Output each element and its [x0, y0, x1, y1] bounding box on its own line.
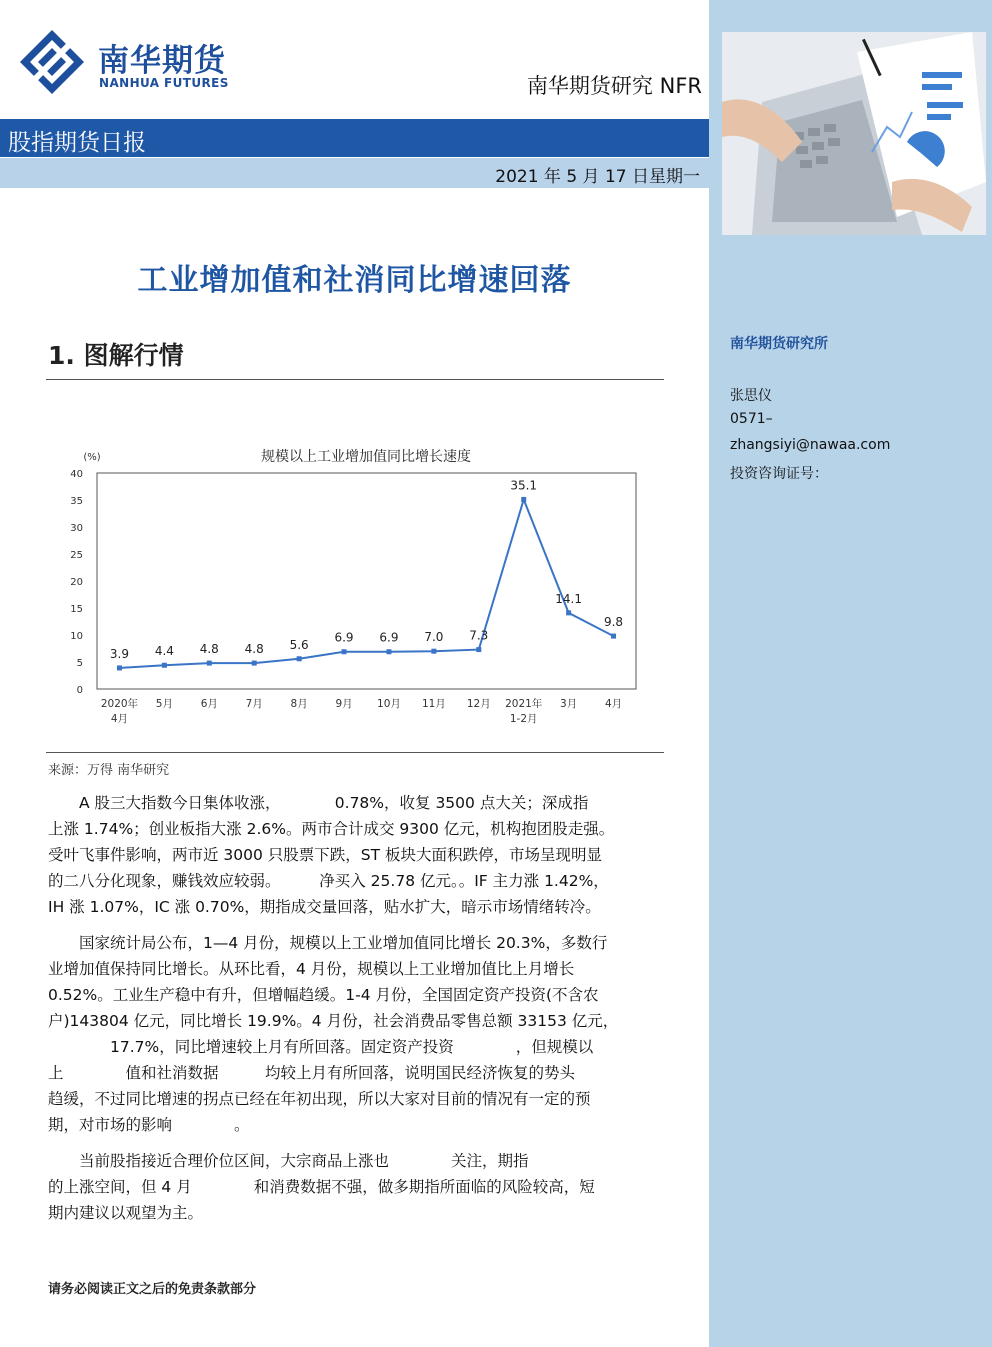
x-tick-label: 12月	[466, 698, 491, 710]
data-label: 4.8	[244, 642, 264, 657]
data-point	[386, 649, 391, 654]
sidebar-institute: 南华期货研究所	[730, 336, 828, 352]
paragraph-line: 国家统计局公布，1—4 月份，规模以上工业增加值同比增长 20.3%，多数行	[48, 934, 608, 952]
x-tick-label: 6月	[200, 698, 218, 710]
x-tick-label: 10月	[377, 698, 401, 710]
paragraph-line: 的上涨空间，但 4 月 和消费数据不强，做多期指所面临的风险较高，短	[48, 1178, 595, 1196]
data-point	[611, 634, 616, 639]
y-tick-label: 35	[70, 496, 83, 507]
paragraph-macro	[48, 930, 664, 1138]
x-tick-label: 2021年 1-2月	[505, 698, 543, 725]
paragraph-line: 17.7%，同比增速较上月有所回落。固定资产投资 ，但规模以	[48, 1038, 594, 1056]
disclaimer-note: 请务必阅读正文之后的免责条款部分	[48, 1282, 257, 1297]
series-line	[119, 499, 613, 667]
data-label: 9.8	[603, 615, 624, 630]
x-tick-label: 7月	[245, 698, 263, 710]
y-tick-label: 5	[76, 658, 83, 669]
data-point	[342, 649, 347, 654]
x-tick-label: 5月	[155, 698, 173, 710]
paragraph-market	[48, 790, 664, 920]
cover-photo	[722, 32, 986, 235]
y-tick-label: 25	[70, 550, 83, 561]
paragraph-line: A 股三大指数今日集体收涨， 0.78%，收复 3500 点大关；深成指	[48, 794, 589, 812]
analyst-name: 张思仪	[730, 388, 772, 404]
analyst-email: zhangsiyi@nawaa.com	[730, 437, 891, 453]
data-label: 5.6	[289, 637, 309, 652]
x-tick-label: 2020年 4月	[100, 698, 139, 725]
data-point	[521, 497, 526, 502]
data-point	[431, 649, 436, 654]
x-tick-label: 4月	[604, 698, 623, 710]
section-title: 1. 图解行情	[48, 341, 184, 370]
data-point	[162, 663, 167, 668]
data-label: 35.1	[510, 478, 538, 493]
y-tick-label: 20	[70, 577, 83, 588]
data-label: 4.8	[199, 642, 219, 657]
brand-name-cn: 南华期货	[98, 43, 226, 79]
chart-rule	[46, 752, 664, 753]
paragraph-line: 当前股指接近合理价位区间，大宗商品上涨也 关注，期指	[48, 1152, 529, 1170]
y-tick-label: 30	[70, 523, 83, 534]
data-label: 7.3	[469, 628, 489, 643]
paragraph-line: 期内建议以观望为主。	[48, 1204, 204, 1222]
paragraph-line: 趋缓，不过同比增速的拐点已经在年初出现，所以大家对目前的情况有一定的预	[48, 1090, 591, 1108]
data-label: 6.9	[334, 630, 354, 645]
section-rule	[46, 379, 664, 380]
data-label: 7.0	[424, 630, 444, 645]
data-label: 3.9	[109, 646, 130, 661]
chart-y-unit: (%)	[83, 452, 101, 463]
research-tag: 南华期货研究 NFR	[526, 74, 702, 98]
paragraph-line: 0.52%。工业生产稳中有升，但增幅趋缓。1-4 月份，全国固定资产投资(不含农	[48, 986, 599, 1004]
data-point	[117, 665, 122, 670]
y-tick-label: 15	[70, 604, 83, 615]
analyst-phone: 0571–	[730, 411, 773, 427]
y-tick-label: 40	[70, 469, 83, 480]
data-label: 6.9	[379, 630, 399, 645]
y-tick-label: 0	[76, 685, 83, 696]
paragraph-line: 期，对市场的影响 。	[48, 1116, 250, 1134]
x-tick-label: 8月	[290, 698, 308, 710]
data-point	[297, 656, 302, 661]
x-tick-label: 9月	[335, 698, 353, 710]
chart-source: 来源：万得 南华研究	[48, 763, 170, 778]
analyst-license: 投资咨询证号：	[730, 466, 828, 482]
data-point	[566, 610, 571, 615]
x-tick-label: 11月	[421, 698, 446, 710]
paragraph-strategy	[48, 1148, 664, 1226]
x-tick-label: 3月	[560, 698, 578, 710]
industrial-growth-chart	[48, 434, 648, 734]
paragraph-line: 上涨 1.74%；创业板指大涨 2.6%。两市合计成交 9300 亿元，机构抱团股走强。	[48, 820, 615, 838]
data-point	[252, 661, 257, 666]
paragraph-line: 上 值和社消数据 均较上月有所回落，说明国民经济恢复的势头	[48, 1064, 576, 1082]
paragraph-line: 业增加值保持同比增长。从环比看，4 月份，规模以上工业增加值比上月增长	[48, 960, 575, 978]
chart-title: 规模以上工业增加值同比增长速度	[261, 449, 471, 465]
report-type: 股指期货日报	[8, 130, 146, 156]
report-date: 2021 年 5 月 17 日星期一	[495, 167, 700, 187]
paragraph-line: IH 涨 1.07%，IC 涨 0.70%，期指成交量回落，贴水扩大，暗示市场情绪转冷。	[48, 898, 601, 916]
data-label: 4.4	[154, 644, 174, 659]
paragraph-line: 户)143804 亿元，同比增长 19.9%。4 月份，社会消费品零售总额 33153 亿元，	[48, 1012, 619, 1030]
brand-name-en: NANHUA FUTURES	[99, 76, 229, 90]
paragraph-line: 的二八分化现象，赚钱效应较弱。 净买入 25.78 亿元。。IF 主力涨 1.42%，	[48, 872, 609, 890]
data-label: 14.1	[555, 591, 582, 606]
data-point	[476, 647, 481, 652]
nanhua-logo-icon	[20, 30, 84, 94]
headline: 工业增加值和社消同比增速回落	[137, 263, 572, 298]
paragraph-line: 受叶飞事件影响，两市近 3000 只股票下跌，ST 板块大面积跌停，市场呈现明显	[48, 846, 603, 864]
y-tick-label: 10	[70, 631, 83, 642]
data-point	[207, 661, 212, 666]
